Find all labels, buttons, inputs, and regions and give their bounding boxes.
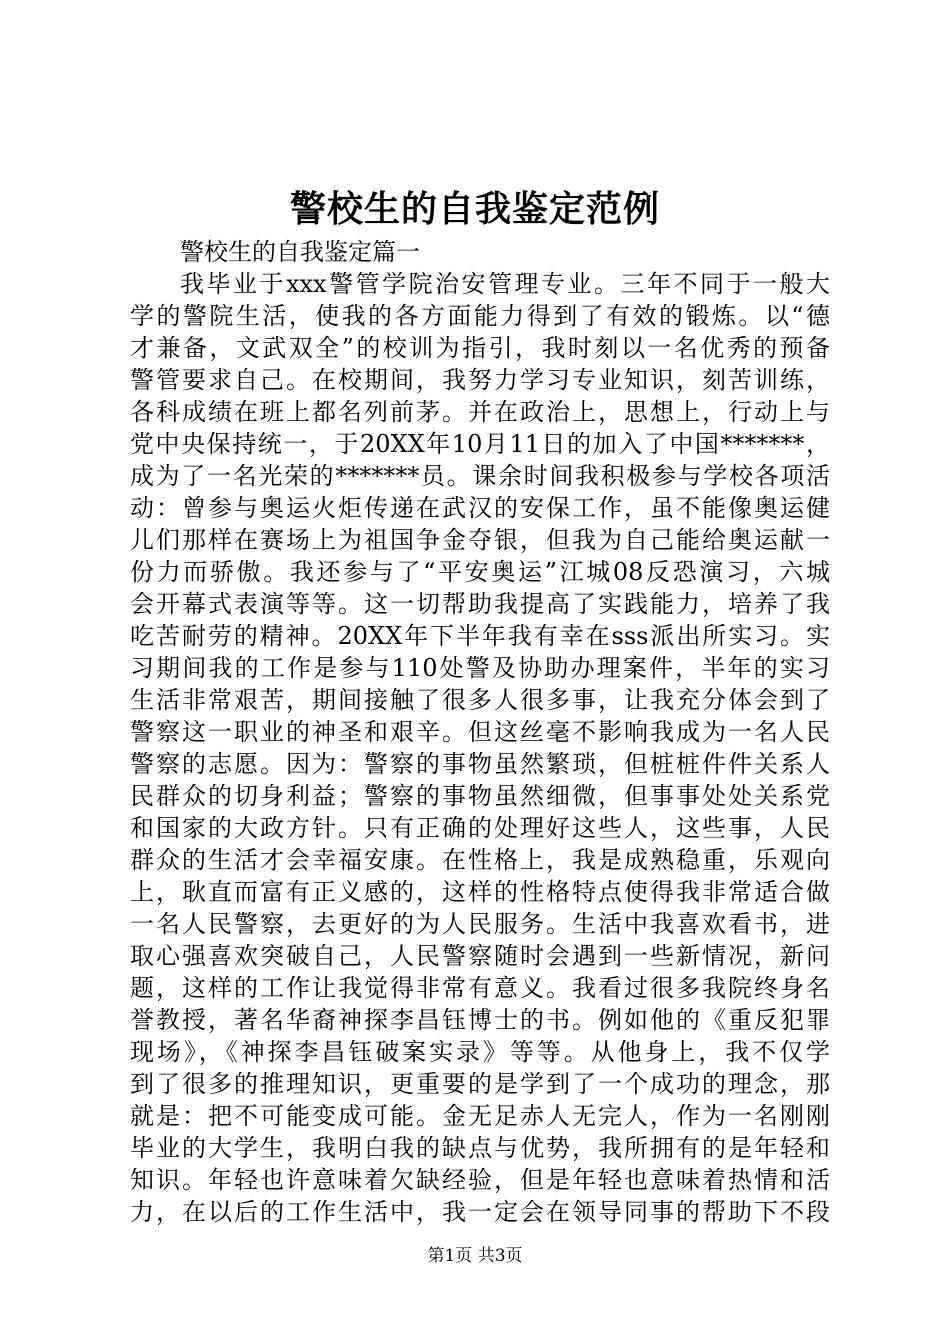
paragraph-line: 党中央保持统一，于20XX年10月11日的加入了中国*******， <box>130 430 830 458</box>
paragraph-line: 份力而骄傲。我还参与了“平安奥运”江城08反恐演习，六城 <box>130 558 830 586</box>
paragraph-line: 知识。年轻也许意味着欠缺经验，但是年轻也意味着热情和活 <box>130 1166 830 1194</box>
paragraph-line: 会开幕式表演等等。这一切帮助我提高了实践能力，培养了我 <box>130 590 830 618</box>
paragraph-line: 现场》，《神探李昌钰破案实录》等等。从他身上，我不仅学 <box>130 1038 830 1066</box>
paragraph-line: 各科成绩在班上都名列前茅。并在政治上，思想上，行动上与 <box>130 398 830 426</box>
paragraph-line: 学的警院生活，使我的各方面能力得到了有效的锻炼。以“德 <box>130 302 830 330</box>
paragraph-line: 力，在以后的工作生活中，我一定会在领导同事的帮助下不段 <box>130 1198 830 1226</box>
paragraph-line: 警管要求自己。在校期间，我努力学习专业知识，刻苦训练， <box>130 366 830 394</box>
paragraph-line: 才兼备，文武双全”的校训为指引，我时刻以一名优秀的预备 <box>130 334 830 362</box>
section-heading: 警校生的自我鉴定篇一 <box>180 238 420 266</box>
paragraph-line: 成为了一名光荣的*******员。课余时间我积极参与学校各项活 <box>130 462 830 490</box>
paragraph-line: 毕业的大学生，我明白我的缺点与优势，我所拥有的是年轻和 <box>130 1134 830 1162</box>
paragraph-line: 吃苦耐劳的精神。20XX年下半年我有幸在sss派出所实习。实 <box>130 622 830 650</box>
paragraph-line: 生活非常艰苦，期间接触了很多人很多事，让我充分体会到了 <box>130 686 830 714</box>
paragraph-line: 和国家的大政方针。只有正确的处理好这些人，这些事，人民 <box>130 814 830 842</box>
document-title: 警校生的自我鉴定范例 <box>289 188 660 230</box>
paragraph-line: 群众的生活才会幸福安康。在性格上，我是成熟稳重，乐观向 <box>130 846 830 874</box>
paragraph-line: 警察的志愿。因为：警察的事物虽然繁琐，但桩桩件件关系人 <box>130 750 830 778</box>
paragraph-line: 到了很多的推理知识，更重要的是学到了一个成功的理念，那 <box>130 1070 830 1098</box>
paragraph-line: 誉教授，著名华裔神探李昌钰博士的书。例如他的《重反犯罪 <box>130 1006 830 1034</box>
body-text <box>130 268 830 1228</box>
paragraph-line: 民群众的切身利益；警察的事物虽然细微，但事事处处关系党 <box>130 782 830 810</box>
paragraph-line: 题，这样的工作让我觉得非常有意义。我看过很多我院终身名 <box>130 974 830 1002</box>
paragraph-line: 我毕业于xxx警管学院治安管理专业。三年不同于一般大 <box>180 270 830 298</box>
paragraph-line: 习期间我的工作是参与110处警及协助办理案件，半年的实习 <box>130 654 830 682</box>
paragraph-line: 取心强喜欢突破自己，人民警察随时会遇到一些新情况，新问 <box>130 942 830 970</box>
paragraph-line: 上，耿直而富有正义感的，这样的性格特点使得我非常适合做 <box>130 878 830 906</box>
paragraph-line: 儿们那样在赛场上为祖国争金夺银，但我为自己能给奥运献一 <box>130 526 830 554</box>
page-footer: 第1页 共3页 <box>427 1246 523 1266</box>
paragraph-line: 警察这一职业的神圣和艰辛。但这丝毫不影响我成为一名人民 <box>130 718 830 746</box>
paragraph-line: 就是：把不可能变成可能。金无足赤人无完人，作为一名刚刚 <box>130 1102 830 1130</box>
paragraph-line: 动：曾参与奥运火炬传递在武汉的安保工作，虽不能像奥运健 <box>130 494 830 522</box>
paragraph-line: 一名人民警察，去更好的为人民服务。生活中我喜欢看书，进 <box>130 910 830 938</box>
